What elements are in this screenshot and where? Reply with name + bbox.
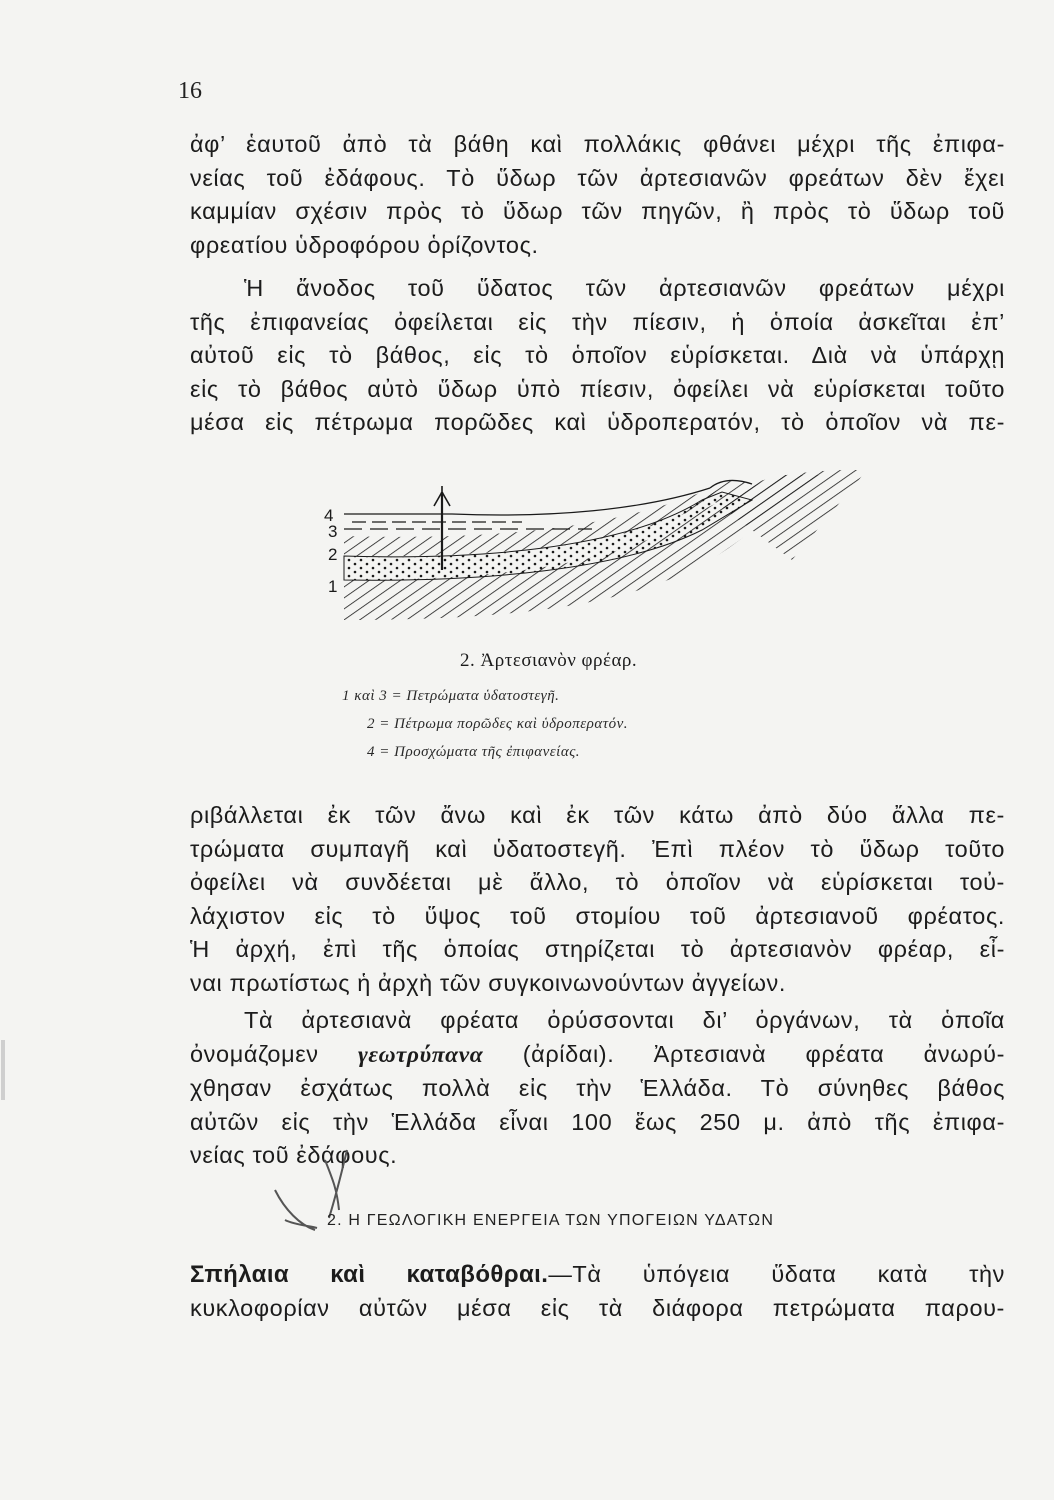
text-line: ἀφ’ ἑαυτοῦ ἀπὸ τὰ βάθη καὶ πολλάκις φθάνει μέχρι τῆς ἐπιφα- xyxy=(190,131,1005,157)
text-line: μέσα εἰς πέτρωμα πορῶδες καὶ ὑδροπερατόν, τὸ ὁποῖον νὰ πε- xyxy=(190,409,1005,435)
figure-legend-item: 2 = Πέτρωμα πορῶδες καὶ ὑδροπερατόν. xyxy=(367,716,629,732)
text-line: αὐτῶν εἰς τὴν Ἑλλάδα εἶναι 100 ἕως 250 μ. ἀπὸ τῆς ἐπιφα- xyxy=(190,1108,1005,1135)
figure-caption: 2. Ἀρτεσιανὸν φρέαρ. xyxy=(460,650,638,671)
text-line: νείας τοῦ ἐδάφους. Τὸ ὕδωρ τῶν ἀρτεσιανῶν φρεάτων δὲν ἔχει xyxy=(190,164,1005,191)
text-line: ὀφείλει νὰ συνδέεται μὲ ἄλλο, τὸ ὁποῖον νὰ εὑρίσκεται τοὐ- xyxy=(190,869,1005,895)
text-line: καμμίαν σχέσιν πρὸς τὸ ὕδωρ τῶν πηγῶν, ἢ πρὸς τὸ ὕδωρ τοῦ xyxy=(190,198,1005,224)
text-line xyxy=(190,1038,1005,1073)
scan-edge-mark xyxy=(1,1040,5,1100)
artesian-well-diagram xyxy=(322,470,867,640)
layer-label-4: 4 xyxy=(324,506,334,525)
term-spilaia: Σπήλαια καὶ καταβόθραι. xyxy=(190,1261,549,1288)
paragraph-5 xyxy=(190,1258,1005,1325)
text-line: νείας τοῦ ἐδάφους. xyxy=(190,1142,398,1168)
text-line: φρεατίου ὑδροφόρου ὁρίζοντος. xyxy=(190,231,539,258)
figure-legend-item: 4 = Προσχώματα τῆς ἐπιφανείας. xyxy=(367,744,581,760)
text-fragment: (ἀρίδαι). Ἀρτεσιανὰ φρέατα ἀνωρύ- xyxy=(483,1040,1005,1067)
text-line: Ἡ ἀρχή, ἐπὶ τῆς ὁποίας στηρίζεται τὸ ἀρτεσιανὸν φρέαρ, εἶ- xyxy=(190,936,1005,962)
text-line: ριβάλλεται ἐκ τῶν ἄνω καὶ ἐκ τῶν κάτω ἀπὸ δύο ἄλλα πε- xyxy=(190,802,1005,828)
term-gewtrypana: γεωτρύπανα xyxy=(357,1041,484,1068)
page-number: 16 xyxy=(178,78,202,104)
text-line: λάχιστον εἰς τὸ ὕψος τοῦ στομίου τοῦ ἀρτεσιανοῦ φρέατος. xyxy=(190,902,1005,929)
section-heading: 2. Η ΓΕΩΛΟΓΙΚΗ ΕΝΕΡΓΕΙΑ ΤΩΝ ΥΠΟΓΕΙΩΝ ΥΔΑΤΩΝ xyxy=(327,1212,775,1229)
layer-label-2: 2 xyxy=(328,545,338,564)
text-fragment: —Τὰ ὑπόγεια ὕδατα κατὰ τὴν xyxy=(548,1261,1005,1287)
text-line: Τὰ ἀρτεσιανὰ φρέατα ὀρύσσονται δι’ ὀργάνων, τὰ ὁποῖα xyxy=(244,1007,1005,1033)
figure-legend-item: 1 καὶ 3 = Πετρώματα ὑδατοστεγῆ. xyxy=(342,688,560,704)
text-line xyxy=(190,1258,1005,1292)
text-line: ναι πρωτίστως ἡ ἀρχὴ τῶν συγκοινωνούντων ἀγγείων. xyxy=(190,969,787,996)
layer-label-3: 3 xyxy=(328,522,338,541)
text-fragment: ὀνομάζομεν xyxy=(190,1040,358,1067)
text-line: χθησαν ἐσχάτως πολλὰ εἰς τὴν Ἑλλάδα. Τὸ σύνηθες βάθος xyxy=(190,1075,1005,1101)
paragraph-1 xyxy=(190,128,1005,262)
text-line: Ἡ ἄνοδος τοῦ ὕδατος τῶν ἀρτεσιανῶν φρεάτων μέχρι xyxy=(244,275,1005,301)
text-line: κυκλοφορίαν αὐτῶν μέσα εἰς τὰ διάφορα πετρώματα παρου- xyxy=(190,1294,1005,1321)
text-line: εἰς τὸ βάθος αὐτὸ ὕδωρ ὑπὸ πίεσιν, ὀφείλει νὰ εὑρίσκεται τοῦτο xyxy=(190,375,1005,402)
paragraph-2 xyxy=(190,272,1005,440)
layer-label-1: 1 xyxy=(328,577,338,596)
paragraph-3 xyxy=(190,799,1005,1000)
text-line: τῆς ἐπιφανείας ὀφείλεται εἰς τὴν πίεσιν, ἡ ὁποία ἀσκεῖται ἐπ’ xyxy=(190,308,1005,335)
text-line: τρώματα συμπαγῆ καὶ ὑδατοστεγῆ. Ἐπὶ πλέον τὸ ὕδωρ τοῦτο xyxy=(190,835,1005,862)
text-line: αὐτοῦ εἰς τὸ βάθος, εἰς τὸ ὁποῖον εὑρίσκεται. Διὰ νὰ ὑπάρχῃ xyxy=(190,342,1005,368)
